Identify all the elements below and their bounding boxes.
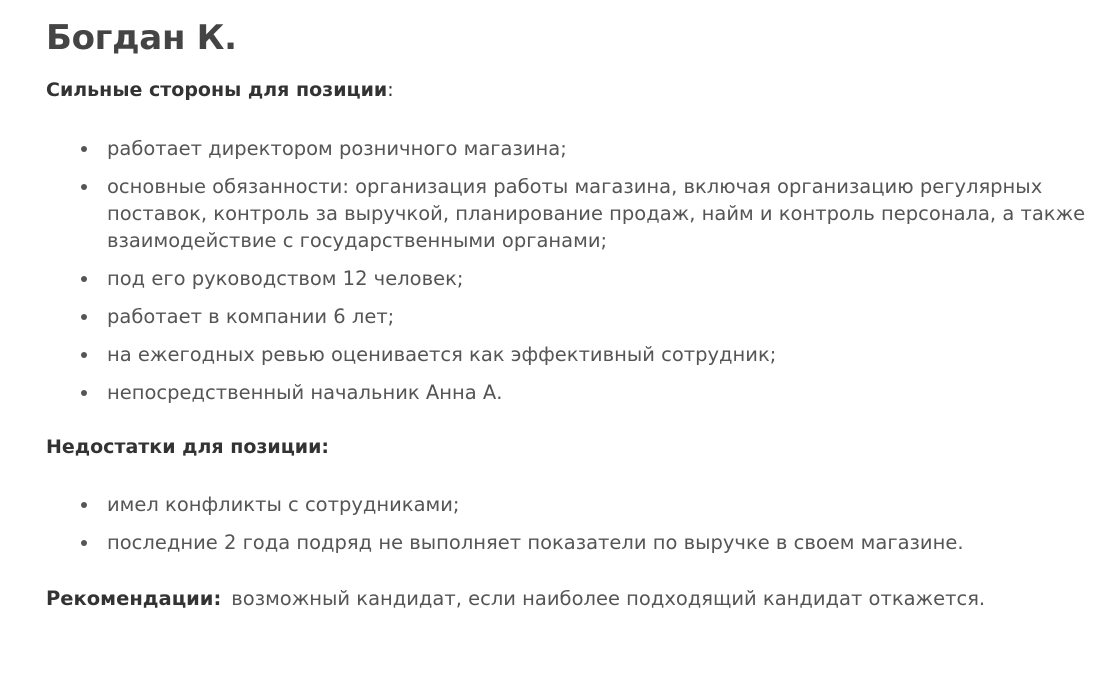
list-item: под его руководством 12 человек;: [46, 265, 1086, 292]
list-item: последние 2 года подряд не выполняет показатели по выручке в своем магазине.: [46, 529, 1086, 556]
strengths-heading: [46, 79, 394, 101]
list-item: основные обязанности: организация работы магазина, включая организацию регулярных поставок, контроль за выручкой, планирование продаж, найм и контроль персонала, а также взаимодействие с государственными органами;: [46, 173, 1086, 254]
recommendation: [46, 587, 985, 610]
recommendation-label: Рекомендации:: [46, 587, 222, 610]
recommendation-text: возможный кандидат, если наиболее подходящий кандидат откажется.: [231, 587, 986, 610]
list-item: на ежегодных ревью оценивается как эффективный сотрудник;: [46, 341, 1086, 368]
strengths-heading-suffix: :: [387, 79, 394, 101]
candidate-name: Богдан К.: [46, 18, 237, 58]
list-item: работает директором розничного магазина;: [46, 135, 1086, 162]
list-item: имел конфликты с сотрудниками;: [46, 491, 1086, 518]
weaknesses-heading: [46, 436, 329, 458]
weaknesses-heading-text: Недостатки для позиции:: [46, 436, 330, 458]
strengths-list: [46, 135, 1086, 417]
list-item: работает в компании 6 лет;: [46, 303, 1086, 330]
weaknesses-list: [46, 491, 1086, 567]
strengths-heading-text: Сильные стороны для позиции: [46, 79, 388, 101]
list-item: непосредственный начальник Анна А.: [46, 379, 1086, 406]
